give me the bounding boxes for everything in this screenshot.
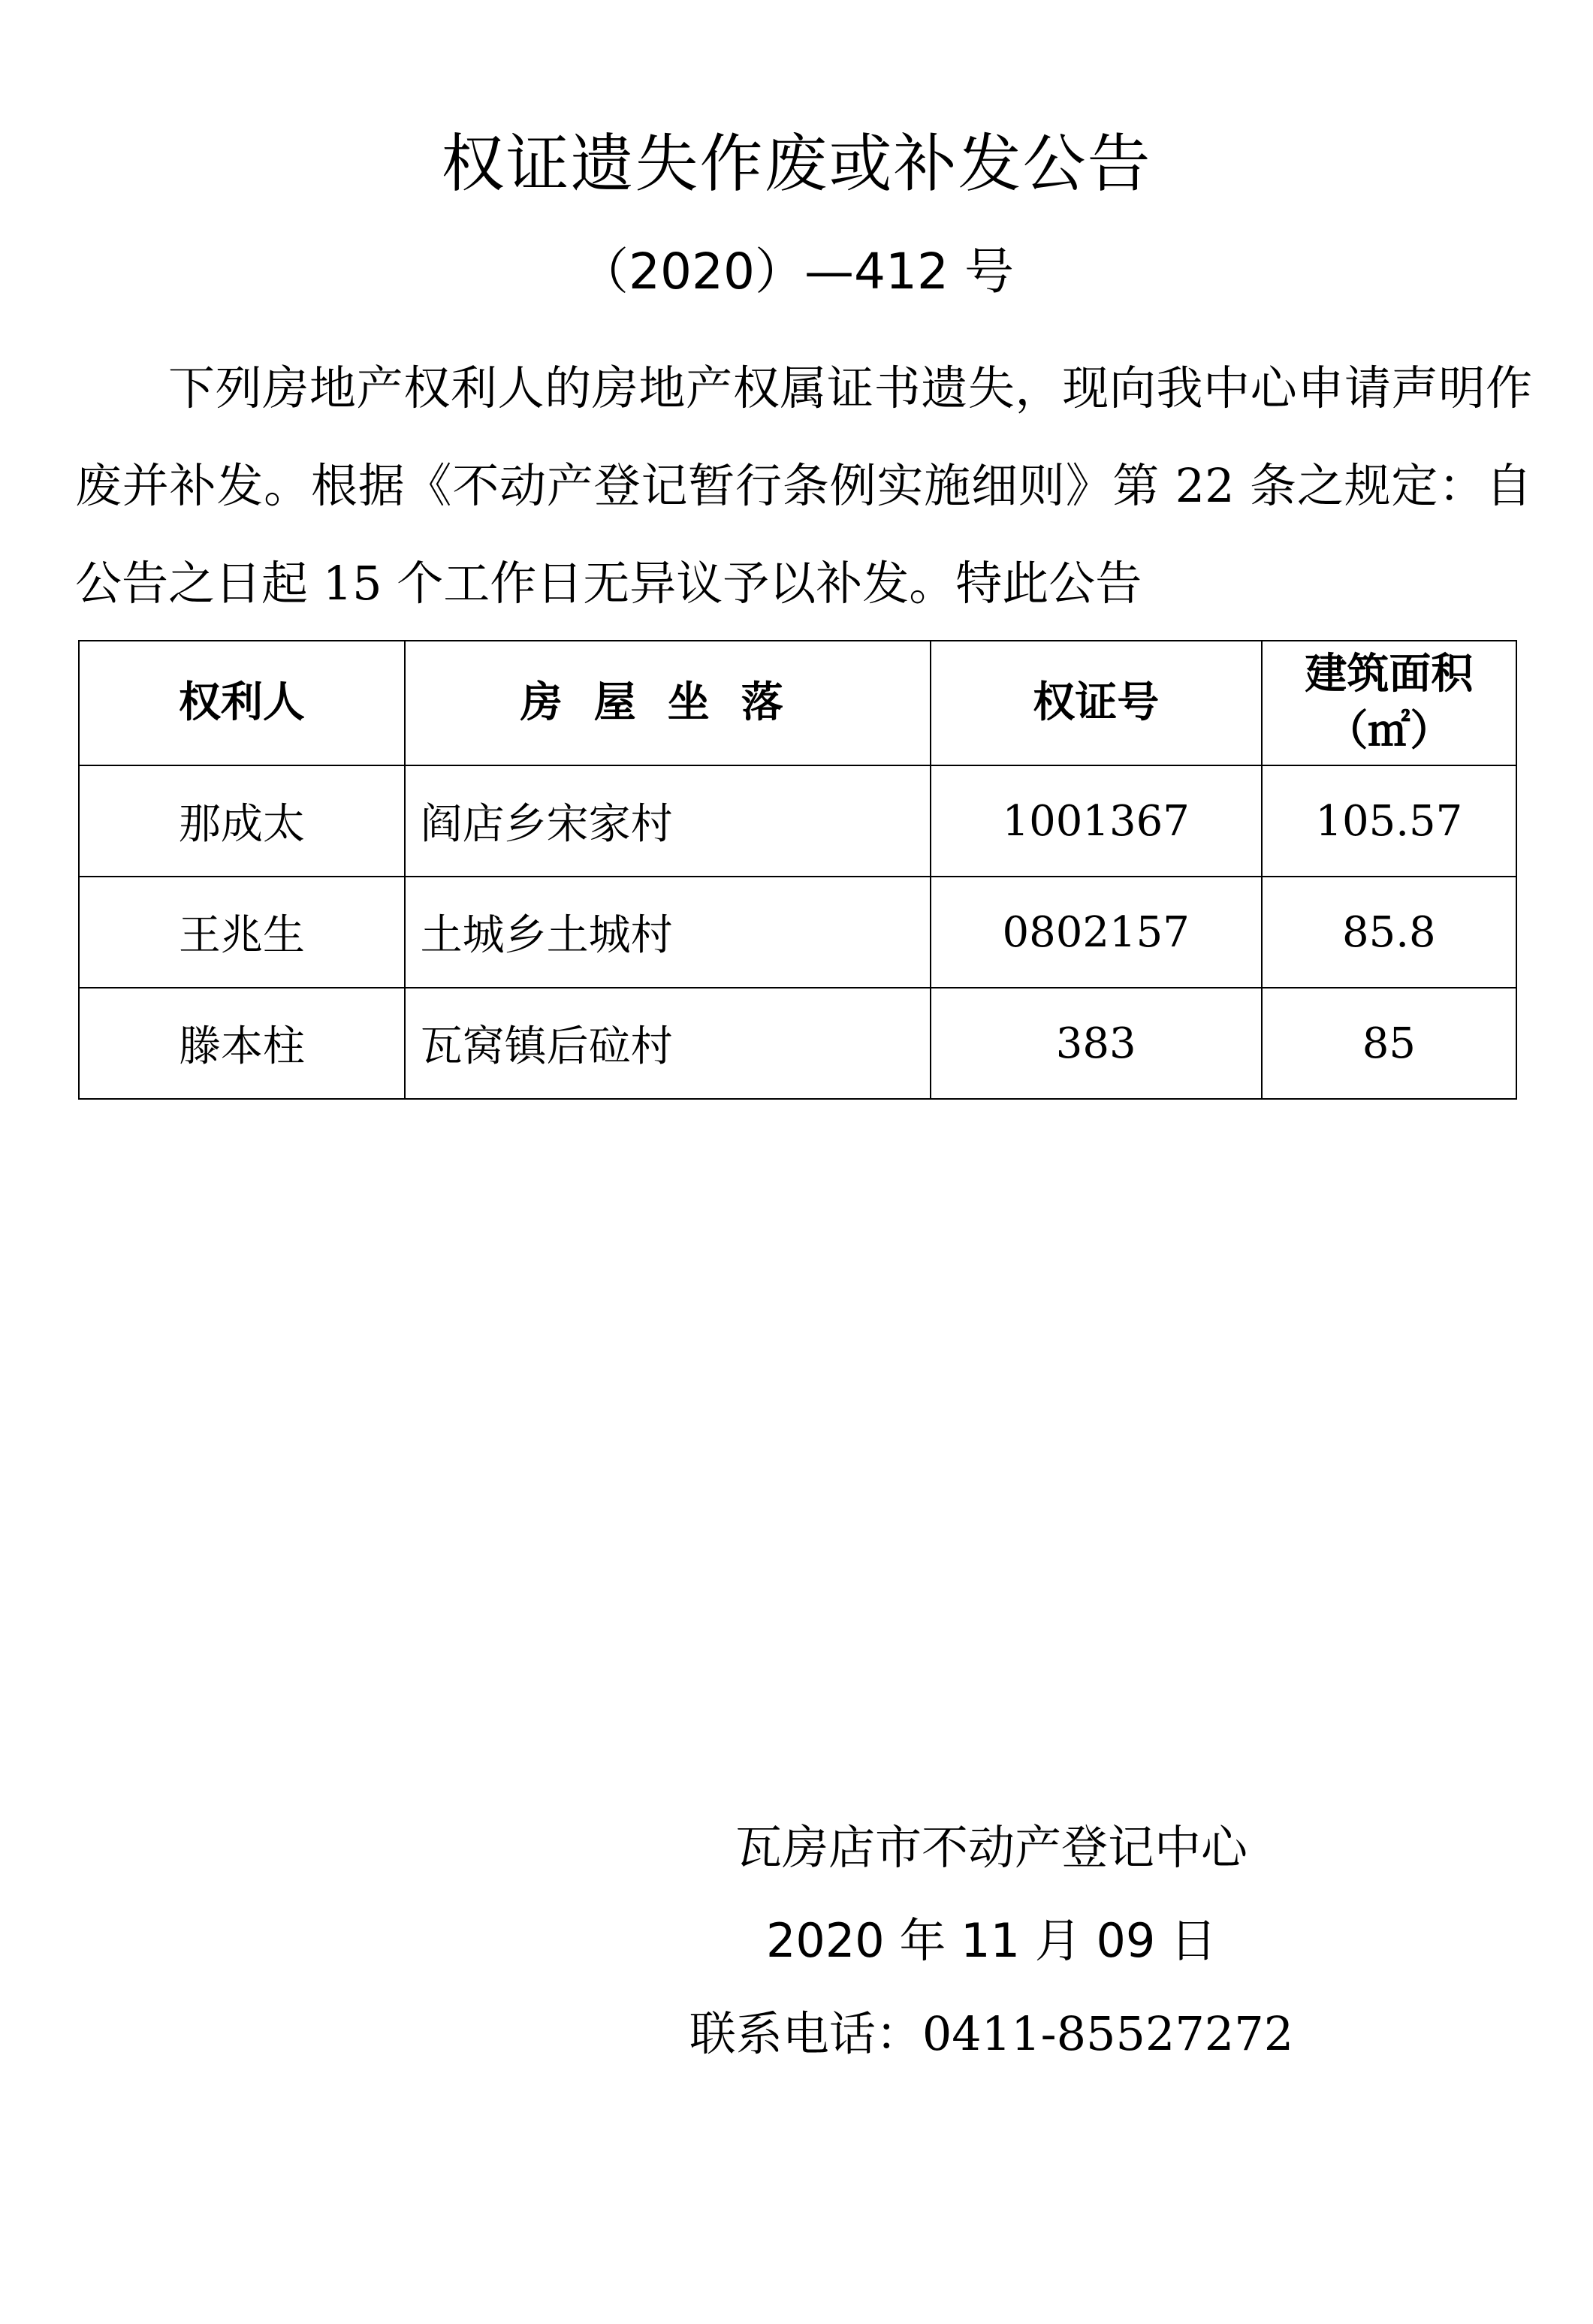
issue-date: 2020 年 11 月 09 日 — [765, 1913, 1217, 1968]
table-row — [79, 988, 1516, 1099]
header-holder: 权利人 — [79, 641, 405, 765]
header-cert-no: 权证号 — [931, 641, 1262, 765]
cell-cert-no: 0802157 — [931, 877, 1262, 988]
issuing-organization: 瓦房店市不动产登记中心 — [735, 1820, 1248, 1875]
table-row — [79, 877, 1516, 988]
cell-cert-no: 383 — [931, 988, 1262, 1099]
header-location: 房屋坐落 — [405, 641, 931, 765]
document-number: （2020）—412 号 — [579, 243, 1014, 300]
header-area: 建筑面积（㎡） — [1262, 641, 1516, 765]
notice-body: 下列房地产权利人的房地产权属证书遗失，现向我中心申请声明作废并补发。根据《不动产登记暂行条例实施细则》第 22 条之规定：自公告之日起 15 个工作日无异议予以补发。特此公告 — [75, 361, 1532, 611]
cell-location: 阎店乡宋家村 — [405, 765, 931, 877]
table-header-row — [79, 641, 1516, 765]
cell-holder: 滕本柱 — [79, 988, 405, 1099]
cell-holder: 那成太 — [79, 765, 405, 877]
cell-location: 土城乡土城村 — [405, 877, 931, 988]
cell-location: 瓦窝镇后砬村 — [405, 988, 931, 1099]
notice-table — [78, 640, 1517, 1100]
cell-cert-no: 1001367 — [931, 765, 1262, 877]
table-row — [79, 765, 1516, 877]
cell-holder: 王兆生 — [79, 877, 405, 988]
cell-area: 85 — [1262, 988, 1516, 1099]
cell-area: 105.57 — [1262, 765, 1516, 877]
cell-area: 85.8 — [1262, 877, 1516, 988]
document-title: 权证遗失作废或补发公告 — [441, 127, 1152, 201]
contact-phone: 联系电话：0411-85527272 — [689, 2006, 1294, 2061]
